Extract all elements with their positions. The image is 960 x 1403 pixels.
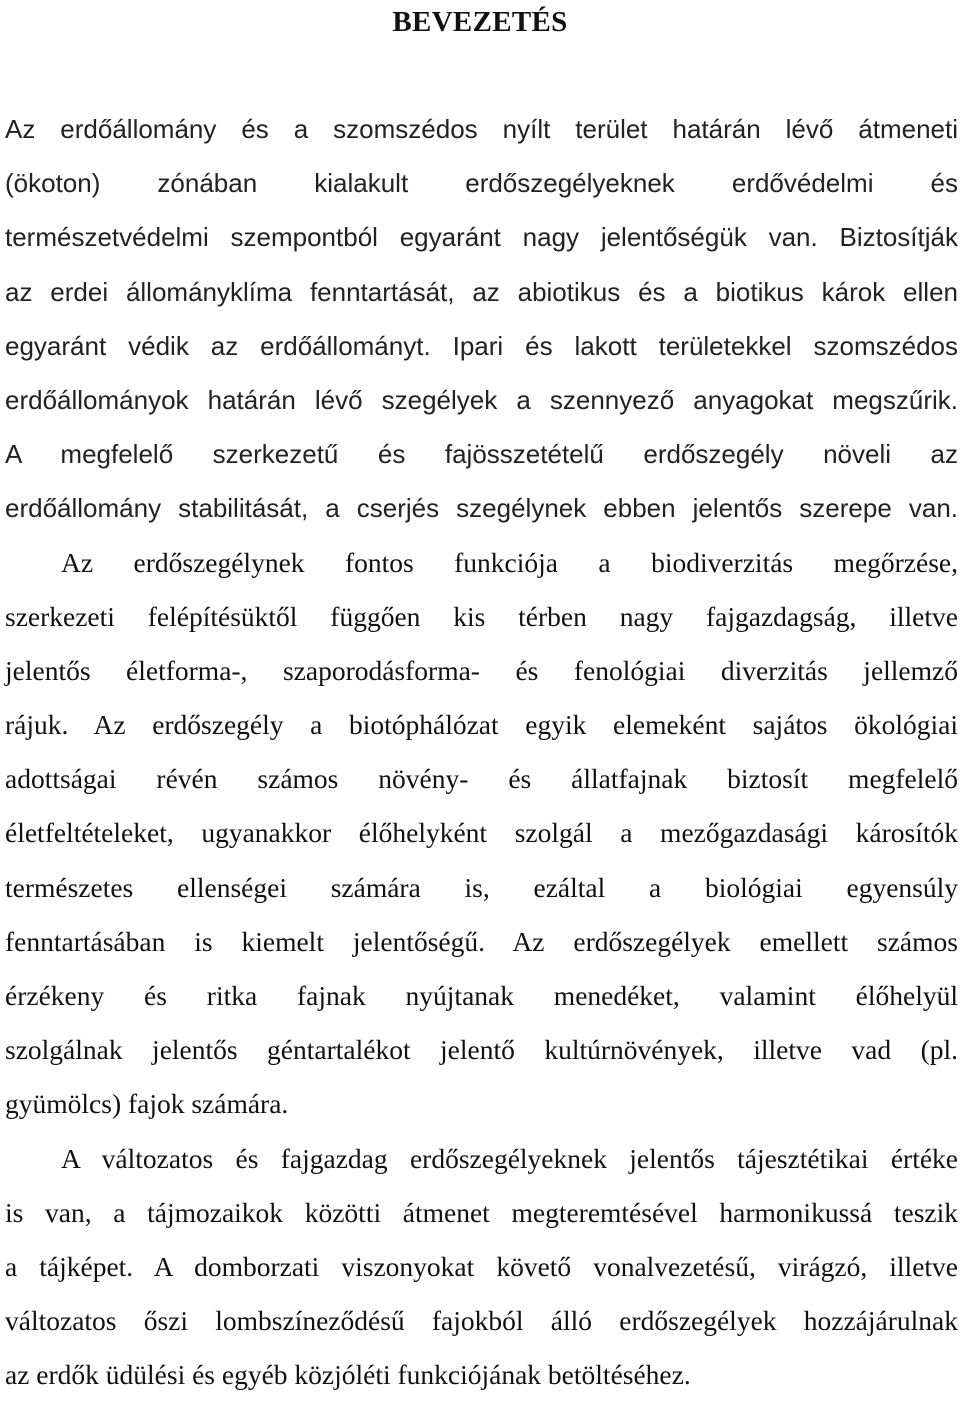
text-line: adottságai révén számos növény- és állatfajnak biztosít megfelelő	[5, 763, 958, 795]
text-line: rájuk. Az erdőszegély a biotóphálózat egyik elemeként sajátos ökológiai	[5, 709, 958, 741]
text-line: változatos őszi lombszíneződésű fajokból álló erdőszegélyek hozzájárulnak	[5, 1305, 958, 1337]
text-line: erdőállományok határán lévő szegélyek a szennyező anyagokat megszűrik.	[5, 384, 958, 415]
text-line: fenntartásában is kiemelt jelentőségű. Az erdőszegélyek emellett számos	[5, 925, 958, 957]
text-line: jelentős életforma-, szaporodásforma- és fenológiai diverzitás jellemző	[5, 654, 958, 686]
text-line: is van, a tájmozaikok közötti átmenet megteremtésével harmonikussá teszik	[5, 1196, 958, 1228]
text-line: (ökoton) zónában kialakult erdőszegélyeknek erdővédelmi és	[5, 168, 958, 199]
text-line: szerkezeti felépítésüktől függően kis térben nagy fajgazdagság, illetve	[5, 600, 958, 632]
text-line: A megfelelő szerkezetű és fajösszetételű erdőszegély növeli az	[5, 439, 958, 470]
body-text	[5, 102, 958, 1403]
text-line: az erdei állományklíma fenntartását, az abiotikus és a biotikus károk ellen	[5, 276, 958, 307]
text-line: a tájképet. A domborzati viszonyokat követő vonalvezetésű, virágzó, illetve	[5, 1250, 958, 1282]
text-line: életfeltételeket, ugyanakkor élőhelyként szolgál a mezőgazdasági károsítók	[5, 817, 958, 849]
text-line: A változatos és fajgazdag erdőszegélyeknek jelentős tájesztétikai értéke	[61, 1142, 958, 1174]
text-line: természetvédelmi szempontból egyaránt nagy jelentőségük van. Biztosítják	[5, 222, 958, 253]
text-line: gyümölcs) fajok számára.	[5, 1088, 289, 1120]
text-line: az erdők üdülési és egyéb közjóléti funkciójának betöltéséhez.	[5, 1359, 691, 1391]
text-line: erdőállomány stabilitását, a cserjés szegélynek ebben jelentős szerepe van.	[5, 493, 958, 524]
text-line: szolgálnak jelentős géntartalékot jelentő kultúrnövények, illetve vad (pl.	[5, 1034, 958, 1066]
text-line: természetes ellenségei számára is, ezáltal a biológiai egyensúly	[5, 871, 958, 903]
page-title: BEVEZETÉS	[392, 6, 568, 38]
text-line: Az erdőszegélynek fontos funkciója a biodiverzitás megőrzése,	[61, 546, 958, 578]
text-line: Az erdőállomány és a szomszédos nyílt terület határán lévő átmeneti	[5, 114, 958, 144]
text-line: érzékeny és ritka fajnak nyújtanak menedéket, valamint élőhelyül	[5, 980, 958, 1011]
text-line: egyaránt védik az erdőállományt. Ipari és lakott területekkel szomszédos	[5, 330, 958, 361]
